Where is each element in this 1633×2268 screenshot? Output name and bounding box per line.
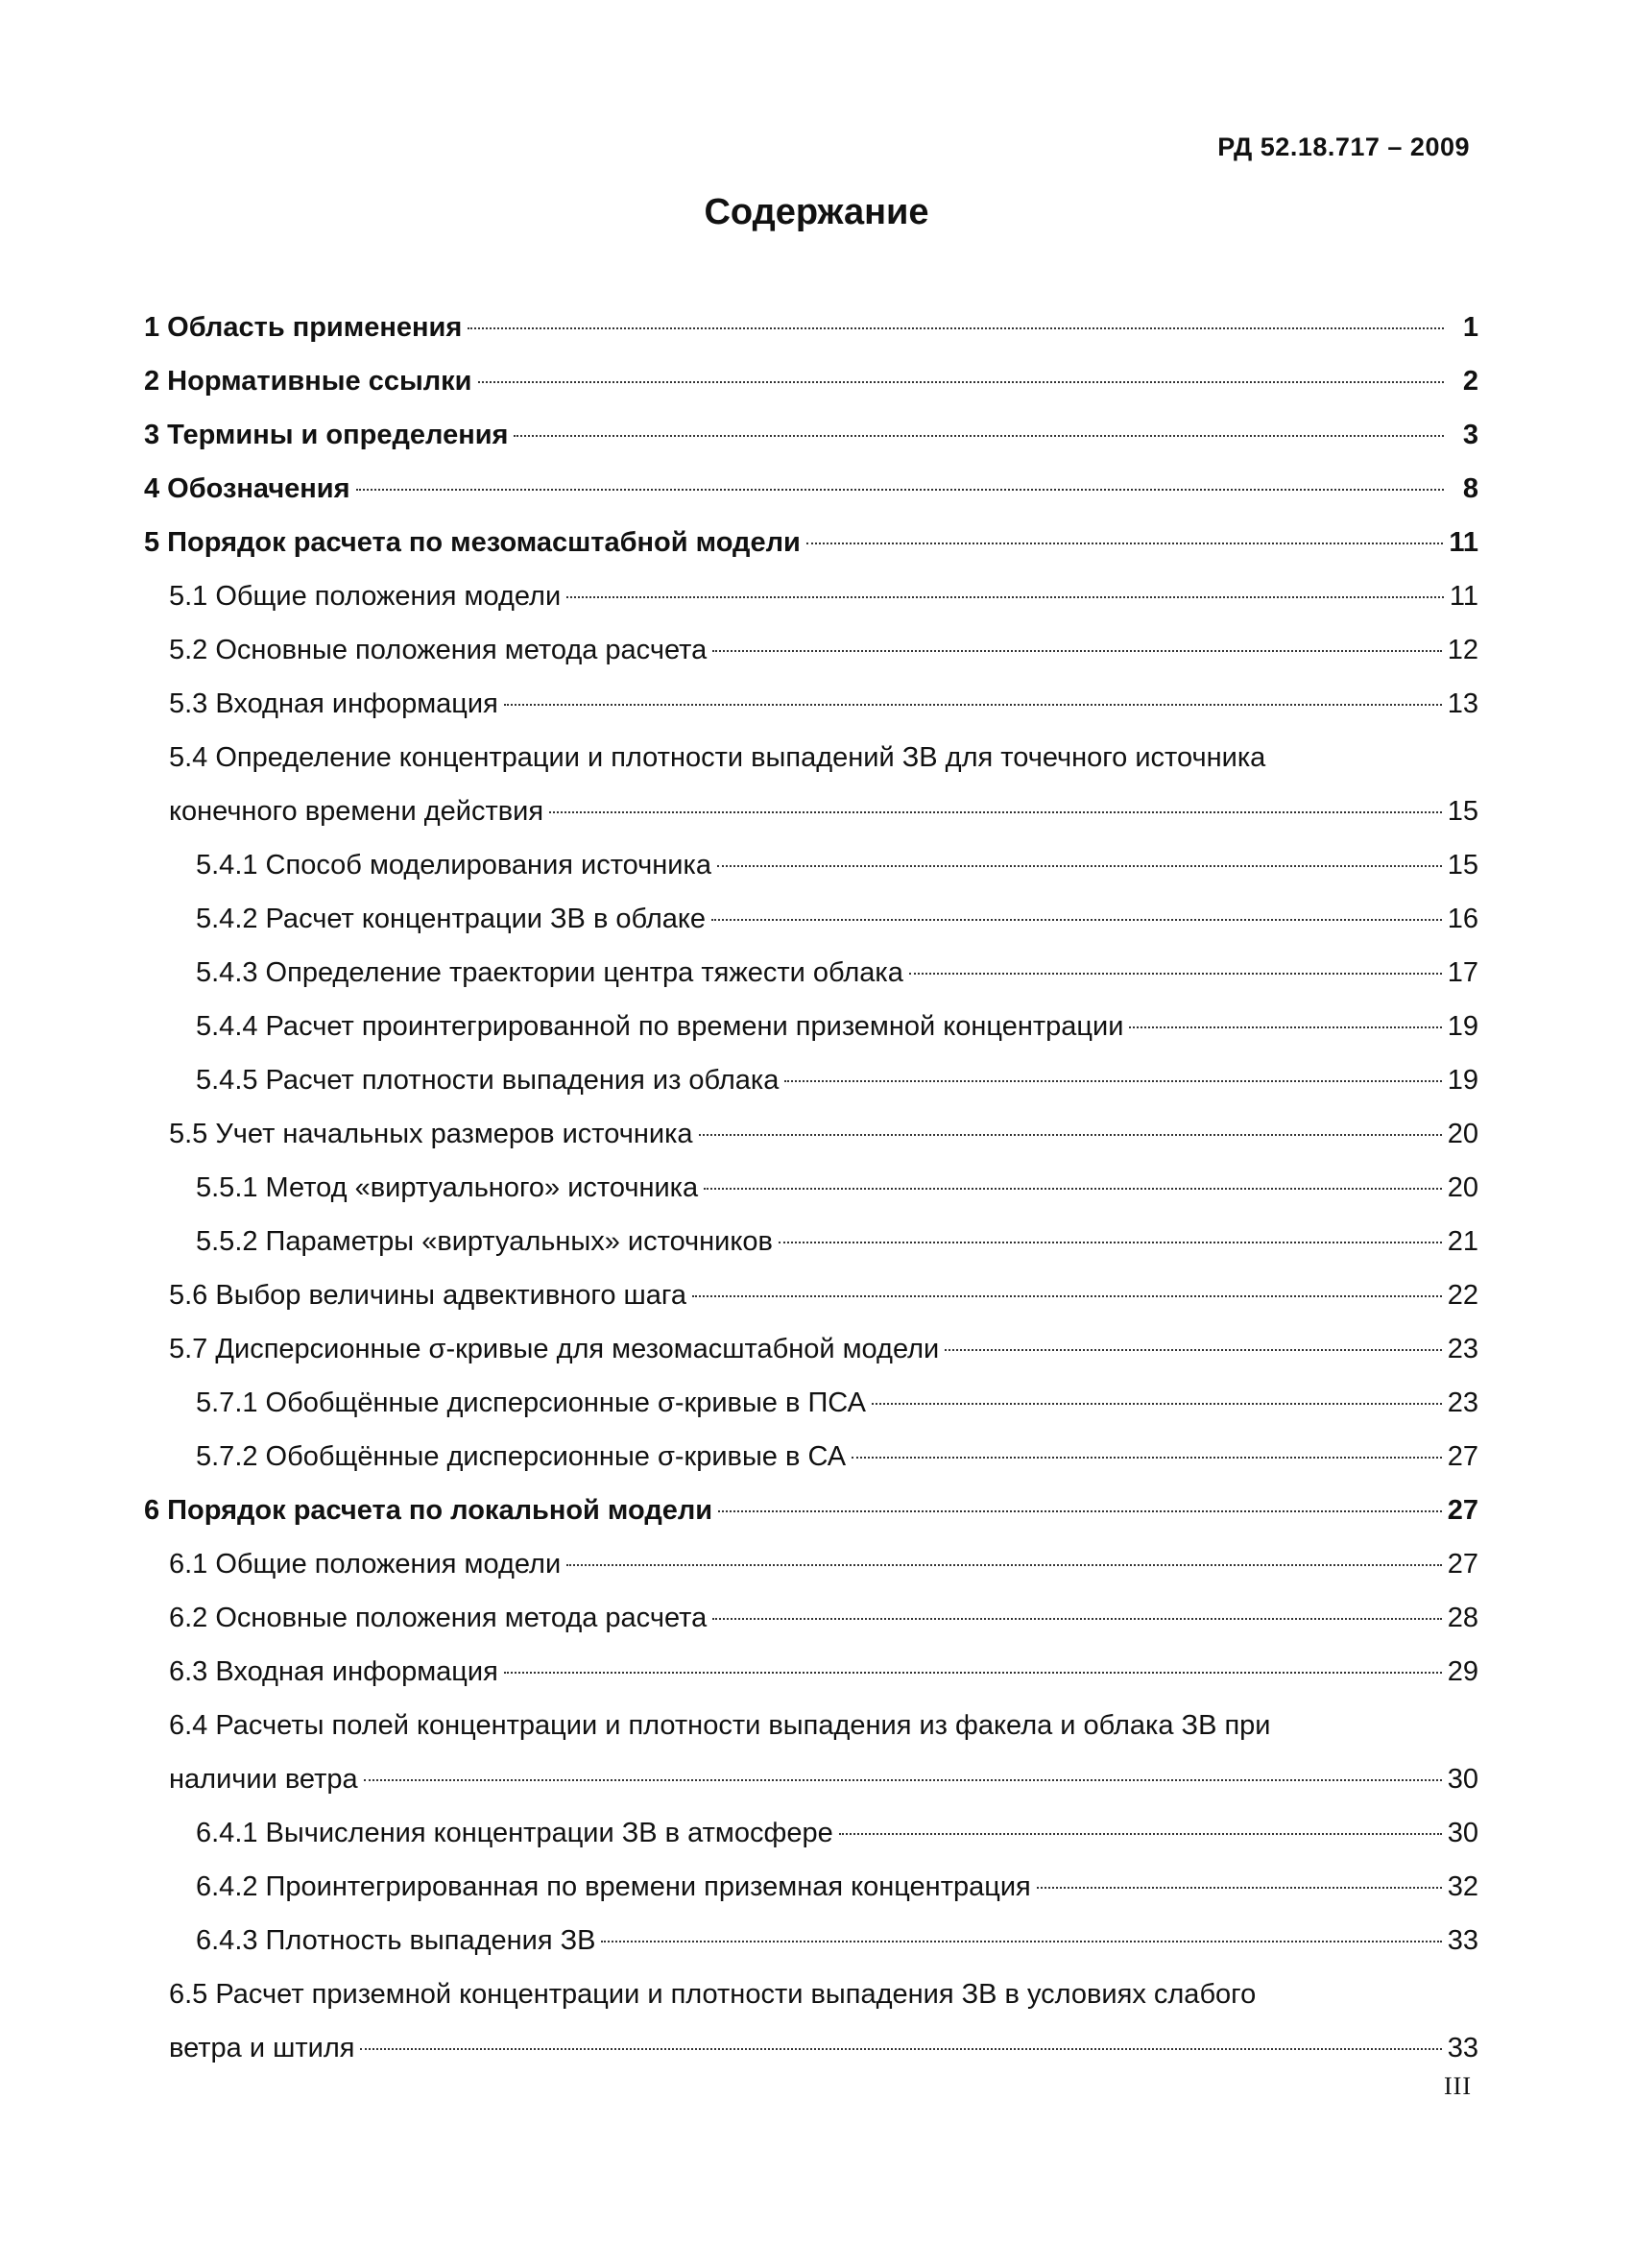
dot-leader [364,1779,1442,1781]
toc-entry-title: 6.5 Расчет приземной концентрации и плотности выпадения ЗВ в условиях слабого [169,1979,1257,2010]
dot-leader [779,1242,1442,1243]
toc-entry[interactable] [144,1376,1478,1430]
dot-leader [704,1188,1442,1190]
toc-entry-page: 13 [1447,688,1478,719]
toc-entry[interactable] [144,1322,1478,1376]
toc-entry-title: 6 Порядок расчета по локальной модели [144,1495,713,1526]
toc-entry-title: 5.7.1 Обобщённые дисперсионные σ-кривые в ПСА [196,1387,866,1418]
toc-entry-title-continuation: наличии ветра [169,1764,358,1795]
toc-entry-page: 17 [1447,957,1478,988]
toc-entry[interactable] [144,1000,1478,1053]
toc-entry-page: 11 [1449,581,1478,612]
toc-entry-page: 23 [1447,1387,1478,1418]
toc-entry[interactable] [144,1860,1478,1914]
toc-entry[interactable] [144,892,1478,946]
toc-entry-page: 21 [1447,1226,1478,1257]
dot-leader [806,543,1444,544]
dot-leader [504,704,1442,706]
toc-entry-title: 1 Область применения [144,312,463,343]
toc-entry-title: 5.3 Входная информация [169,688,498,719]
toc-entry-page: 27 [1447,1441,1478,1472]
toc-entry-title: 6.4.3 Плотность выпадения ЗВ [196,1925,596,1956]
toc-entry-title: 6.4.1 Вычисления концентрации ЗВ в атмосфере [196,1818,833,1848]
toc-entry[interactable] [144,516,1478,569]
toc-entry-title: 5.6 Выбор величины адвективного шага [169,1280,686,1311]
toc-entry-title: 5.4.1 Способ моделирования источника [196,850,711,881]
dot-leader [468,327,1444,329]
toc-entry-page: 20 [1447,1172,1478,1203]
toc-entry-page: 28 [1447,1603,1478,1633]
toc-entry-title: 5.5.1 Метод «виртуального» источника [196,1172,699,1203]
toc-entry-page: 19 [1447,1011,1478,1042]
toc-entry-title: 5.1 Общие положения модели [169,581,562,612]
toc-entry-title: 6.4.2 Проинтегрированная по времени приземная концентрация [196,1871,1031,1902]
toc-entry[interactable] [144,1107,1478,1161]
toc-entry[interactable] [144,1161,1478,1215]
toc-entry-page: 29 [1447,1656,1478,1687]
toc-entry-title: 6.3 Входная информация [169,1656,498,1687]
toc-entry-page: 22 [1447,1280,1478,1311]
dot-leader [566,1564,1442,1566]
toc-entry-page: 15 [1447,796,1478,827]
toc-entry[interactable] [144,1430,1478,1484]
toc-entry-title: 6.1 Общие положения модели [169,1549,562,1580]
toc-entry[interactable] [144,1914,1478,1967]
toc-entry-title: 5.7.2 Обобщённые дисперсионные σ-кривые в СА [196,1441,847,1472]
toc-entry-title: 3 Термины и определения [144,420,509,450]
toc-entry[interactable] [144,569,1478,623]
dot-leader [711,919,1442,921]
document-id: РД 52.18.717 – 2009 [1217,133,1470,161]
toc-entry-title: 6.4 Расчеты полей концентрации и плотности выпадения из факела и облака ЗВ при [169,1710,1271,1741]
toc-entry-title: 5.4.4 Расчет проинтегрированной по времени приземной концентрации [196,1011,1124,1042]
dot-leader [549,811,1442,813]
table-of-contents [144,301,1478,2075]
toc-entry-title: 5.2 Основные положения метода расчета [169,635,708,665]
dot-leader [712,1618,1442,1620]
dot-leader [717,865,1442,867]
toc-entry[interactable] [144,946,1478,1000]
toc-entry-title: 5.4.3 Определение траектории центра тяжести облака [196,957,903,988]
toc-entry-page: 20 [1447,1119,1478,1149]
toc-entry[interactable] [144,1537,1478,1591]
toc-entry[interactable] [144,838,1478,892]
page-number: III [1444,2072,1472,2100]
dot-leader [852,1457,1442,1459]
toc-entry[interactable] [144,1591,1478,1645]
toc-entry-page: 2 [1462,366,1478,397]
toc-entry-page: 11 [1449,527,1478,558]
dot-leader [718,1510,1442,1512]
toc-entry-page: 27 [1447,1495,1478,1526]
toc-entry-page: 23 [1447,1334,1478,1364]
toc-entry-page: 12 [1447,635,1478,665]
toc-entry-page: 27 [1447,1549,1478,1580]
page-title: Содержание [704,192,929,232]
toc-entry[interactable] [144,623,1478,677]
dot-leader [712,650,1442,652]
dot-leader [514,435,1444,437]
toc-entry-title: 2 Нормативные ссылки [144,366,472,397]
toc-entry[interactable] [144,1967,1478,2075]
toc-entry-title: 5.4 Определение концентрации и плотности выпадений ЗВ для точечного источника [169,742,1266,773]
dot-leader [360,2048,1441,2050]
dot-leader [601,1941,1441,1942]
toc-entry-page: 15 [1447,850,1478,881]
toc-entry[interactable] [144,1215,1478,1268]
toc-entry-title: 5.5 Учет начальных размеров источника [169,1119,693,1149]
toc-entry-page: 8 [1462,473,1478,504]
toc-entry-page: 30 [1447,1764,1478,1795]
toc-entry-page: 1 [1462,312,1478,343]
toc-entry[interactable] [144,408,1478,462]
dot-leader [839,1833,1442,1835]
dot-leader [1129,1026,1441,1028]
dot-leader [699,1134,1442,1136]
dot-leader [504,1672,1442,1674]
dot-leader [566,596,1444,598]
toc-entry-title: 5.4.2 Расчет концентрации ЗВ в облаке [196,904,707,934]
toc-entry-title-continuation: ветра и штиля [169,2033,355,2063]
dot-leader [872,1403,1442,1405]
toc-entry-page: 30 [1447,1818,1478,1848]
dot-leader [478,381,1445,383]
toc-entry[interactable] [144,1484,1478,1537]
toc-entry[interactable] [144,462,1478,516]
toc-entry[interactable] [144,301,1478,354]
toc-entry[interactable] [144,1806,1478,1860]
toc-entry[interactable] [144,354,1478,408]
toc-entry[interactable] [144,1053,1478,1107]
toc-entry-title: 5 Порядок расчета по мезомасштабной модели [144,527,801,558]
toc-entry[interactable] [144,1699,1478,1806]
toc-entry[interactable] [144,731,1478,838]
dot-leader [1037,1887,1442,1889]
dot-leader [784,1080,1441,1082]
toc-entry-page: 3 [1462,420,1478,450]
toc-entry-title: 5.5.2 Параметры «виртуальных» источников [196,1226,773,1257]
toc-entry[interactable] [144,677,1478,731]
toc-entry-page: 19 [1447,1065,1478,1096]
toc-entry[interactable] [144,1645,1478,1699]
toc-entry-title: 5.4.5 Расчет плотности выпадения из облака [196,1065,780,1096]
dot-leader [945,1349,1441,1351]
dot-leader [356,489,1444,491]
toc-entry-title: 6.2 Основные положения метода расчета [169,1603,708,1633]
toc-entry-page: 16 [1447,904,1478,934]
toc-entry-title: 5.7 Дисперсионные σ-кривые для мезомасштабной модели [169,1334,940,1364]
dot-leader [692,1295,1442,1297]
toc-entry-page: 33 [1447,1925,1478,1956]
toc-entry-title-continuation: конечного времени действия [169,796,544,827]
toc-entry-title: 4 Обозначения [144,473,350,504]
toc-entry-page: 33 [1447,2033,1478,2063]
toc-entry[interactable] [144,1268,1478,1322]
dot-leader [909,973,1442,975]
toc-entry-page: 32 [1447,1871,1478,1902]
